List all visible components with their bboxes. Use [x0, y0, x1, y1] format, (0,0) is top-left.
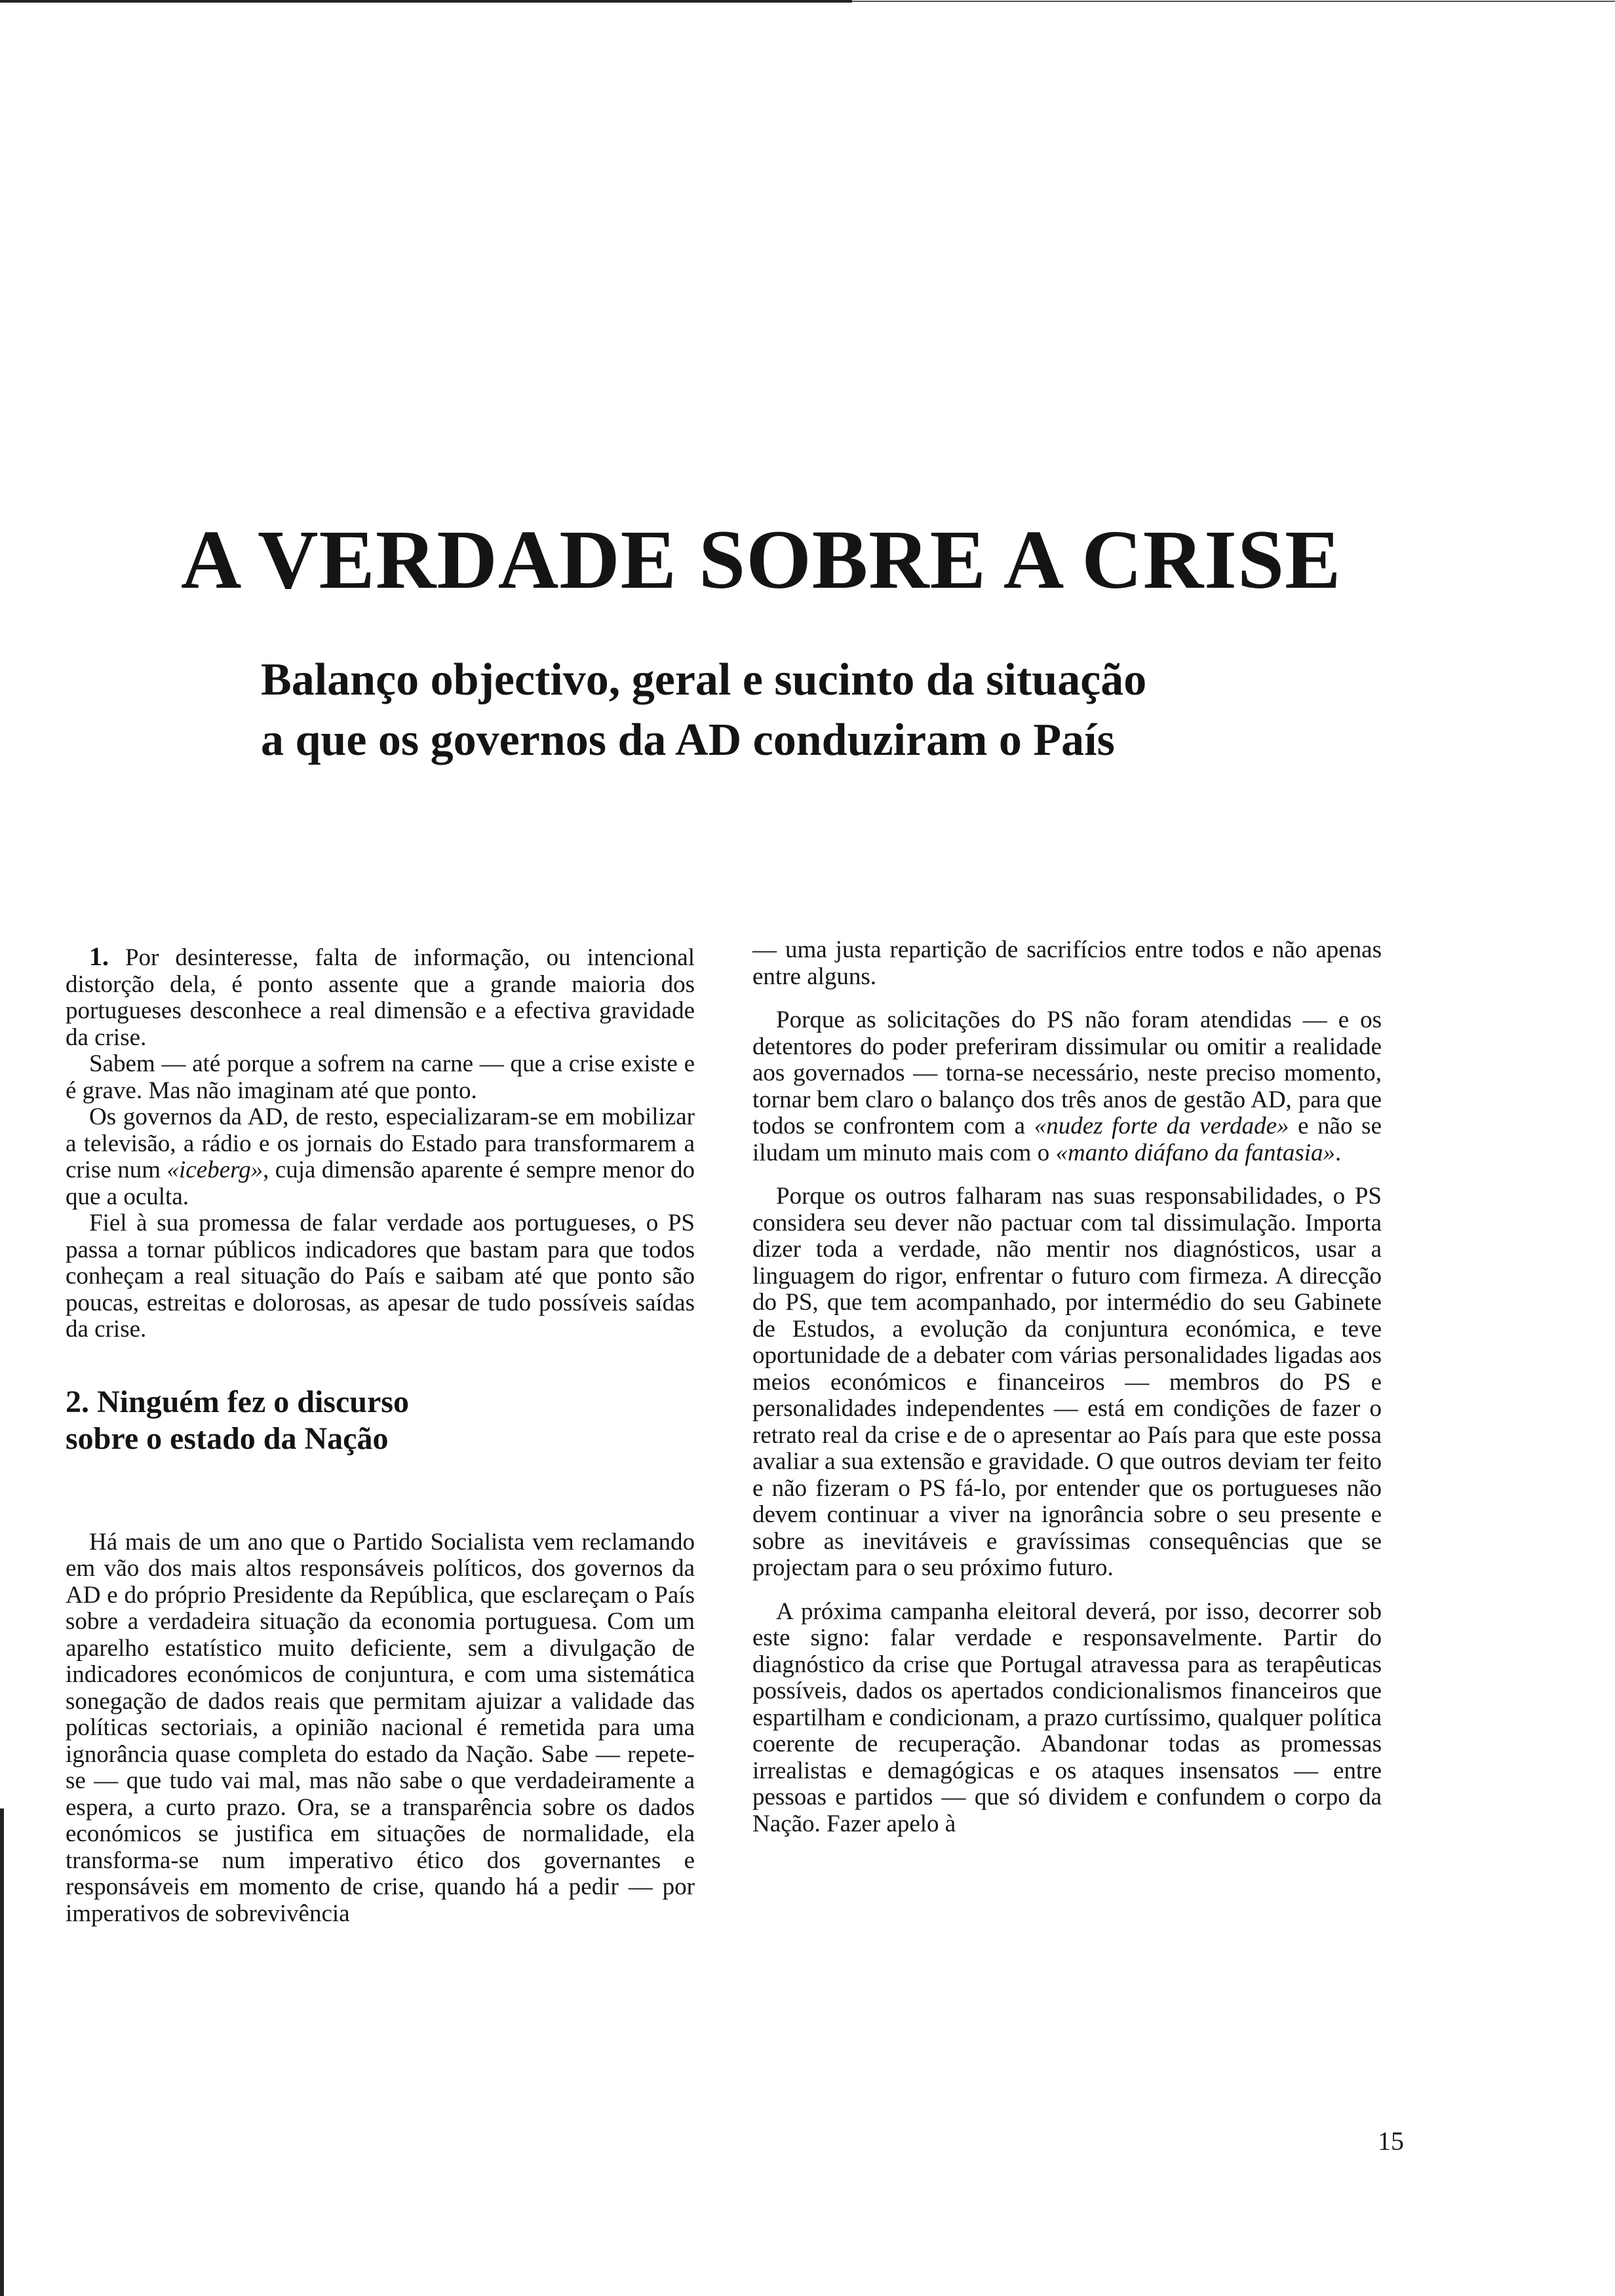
paragraph-1	[66, 944, 695, 1051]
paragraph-3-text-b: , cuja dimensão aparente é sempre menor do que a oculta.	[66, 1157, 695, 1210]
left-edge-mark	[0, 1808, 4, 2296]
paragraph-7-text-b: e não se iludam um minuto mais com o	[752, 1113, 1382, 1166]
top-border-line	[0, 0, 852, 3]
iceberg-quote: «iceberg»	[166, 1157, 263, 1183]
paragraph-2: Sabem — até porque a sofrem na carne — que a crise existe e é grave. Mas não imaginam até que ponto.	[66, 1050, 695, 1104]
section-number-1: 1.	[89, 942, 109, 971]
paragraph-7-text-a: Porque as solicitações do PS não foram atendidas — e os detentores do poder preferiram dissimular ou omitir a realidade aos governados — torna-se necessário, neste preciso momento, tornar bem claro o balanço dos três anos de gestão AD, para que todos se confrontem com a	[752, 1006, 1382, 1139]
paragraph-3-text-a: Os governos da AD, de resto, especializaram-se em mobilizar a televisão, a rádio e os jornais do Estado para transformarem a crise num	[66, 1103, 695, 1183]
paragraph-4: Fiel à sua promessa de falar verdade aos portugueses, o PS passa a tornar públicos indicadores que bastam para que todos conheçam a real situação do País e saibam até que ponto são poucas, estreitas e dolorosas, as apesar de tudo possíveis saídas da crise.	[66, 1210, 695, 1343]
left-column	[66, 944, 695, 1927]
paragraph-3	[66, 1104, 695, 1210]
section-2-heading-line-2: sobre o estado da Nação	[66, 1421, 389, 1456]
manto-quote: «manto diáfano da fantasia»	[1055, 1139, 1336, 1166]
section-2-heading-line-1: 2. Ninguém fez o discurso	[66, 1384, 409, 1419]
page-number: 15	[1378, 2126, 1404, 2156]
subtitle-line-2: a que os governos da AD conduziram o País	[261, 715, 1115, 765]
top-border-line-faint	[852, 1, 1615, 2]
paragraph-6: — uma justa repartição de sacrifícios entre todos e não apenas entre alguns.	[752, 936, 1382, 990]
nudez-quote: «nudez forte da verdade»	[1034, 1113, 1289, 1139]
section-2-heading	[66, 1384, 695, 1457]
paragraph-1-text: Por desinteresse, falta de informação, ou intencional distorção dela, é ponto assente que a grande maioria dos portugueses desconhece a real dimensão e a efectiva gravidade da crise.	[66, 944, 695, 1051]
paragraph-8: Porque os outros falharam nas suas responsabilidades, o PS considera seu dever não pactuar com tal dissimulação. Importa dizer toda a verdade, não mentir nos diagnósticos, usar a linguagem do rigor, enfrentar o futuro com firmeza. A direcção do PS, que tem acompanhado, por intermédio do seu Gabinete de Estudos, a evolução da conjuntura económica, e teve oportunidade de a debater com várias personalidades ligadas aos meios económicos e financeiros — membros do PS e personalidades independentes — está em condições de fazer o retrato real da crise e de o apresentar ao País para que este possa avaliar a sua extensão e gravidade. O que outros deviam ter feito e não fizeram o PS fá-lo, por entender que os portugueses não devem continuar a viver na ignorância sobre o seu presente e sobre as inevitáveis e gravíssimas consequências que se projectam para o seu próximo futuro.	[752, 1183, 1382, 1581]
right-column	[752, 937, 1382, 1837]
paragraph-7-text-c: .	[1335, 1139, 1342, 1166]
article-subtitle	[261, 650, 1375, 771]
paragraph-5: Há mais de um ano que o Partido Socialista vem reclamando em vão dos mais altos responsáveis políticos, dos governos da AD e do próprio Presidente da República, que esclareçam o País sobre a verdadeira situação da economia portuguesa. Com um aparelho estatístico muito deficiente, sem a divulgação de indicadores económicos de conjuntura, e com uma sistemática sonegação de dados reais que permitam ajuizar a validade das políticas sectoriais, a opinião nacional é remetida para uma ignorância quase completa do estado da Nação. Sabe — repete-se — que tudo vai mal, mas não sabe o que verdadeiramente a espera, a curto prazo. Ora, se a transparência sobre os dados económicos se justifica em situações de normalidade, ela transforma-se num imperativo ético dos governantes e responsáveis em momento de crise, quando há a pedir — por imperativos de sobrevivência	[66, 1528, 695, 1927]
paragraph-9: A próxima campanha eleitoral deverá, por isso, decorrer sob este signo: falar verdade e responsavelmente. Partir do diagnóstico da crise que Portugal atravessa para as terapêuticas possíveis, dados os apertados condicionalismos financeiros que espartilham e condicionam, a prazo curtíssimo, qualquer política coerente de recuperação. Abandonar todas as promessas irrealistas e demagógicas e os ataques insensatos — entre pessoas e partidos — que só dividem e confundem o corpo da Nação. Fazer apelo à	[752, 1598, 1382, 1837]
article-title: A VERDADE SOBRE A CRISE	[181, 513, 1342, 606]
paragraph-7	[752, 1007, 1382, 1166]
subtitle-line-1: Balanço objectivo, geral e sucinto da situação	[261, 655, 1147, 705]
